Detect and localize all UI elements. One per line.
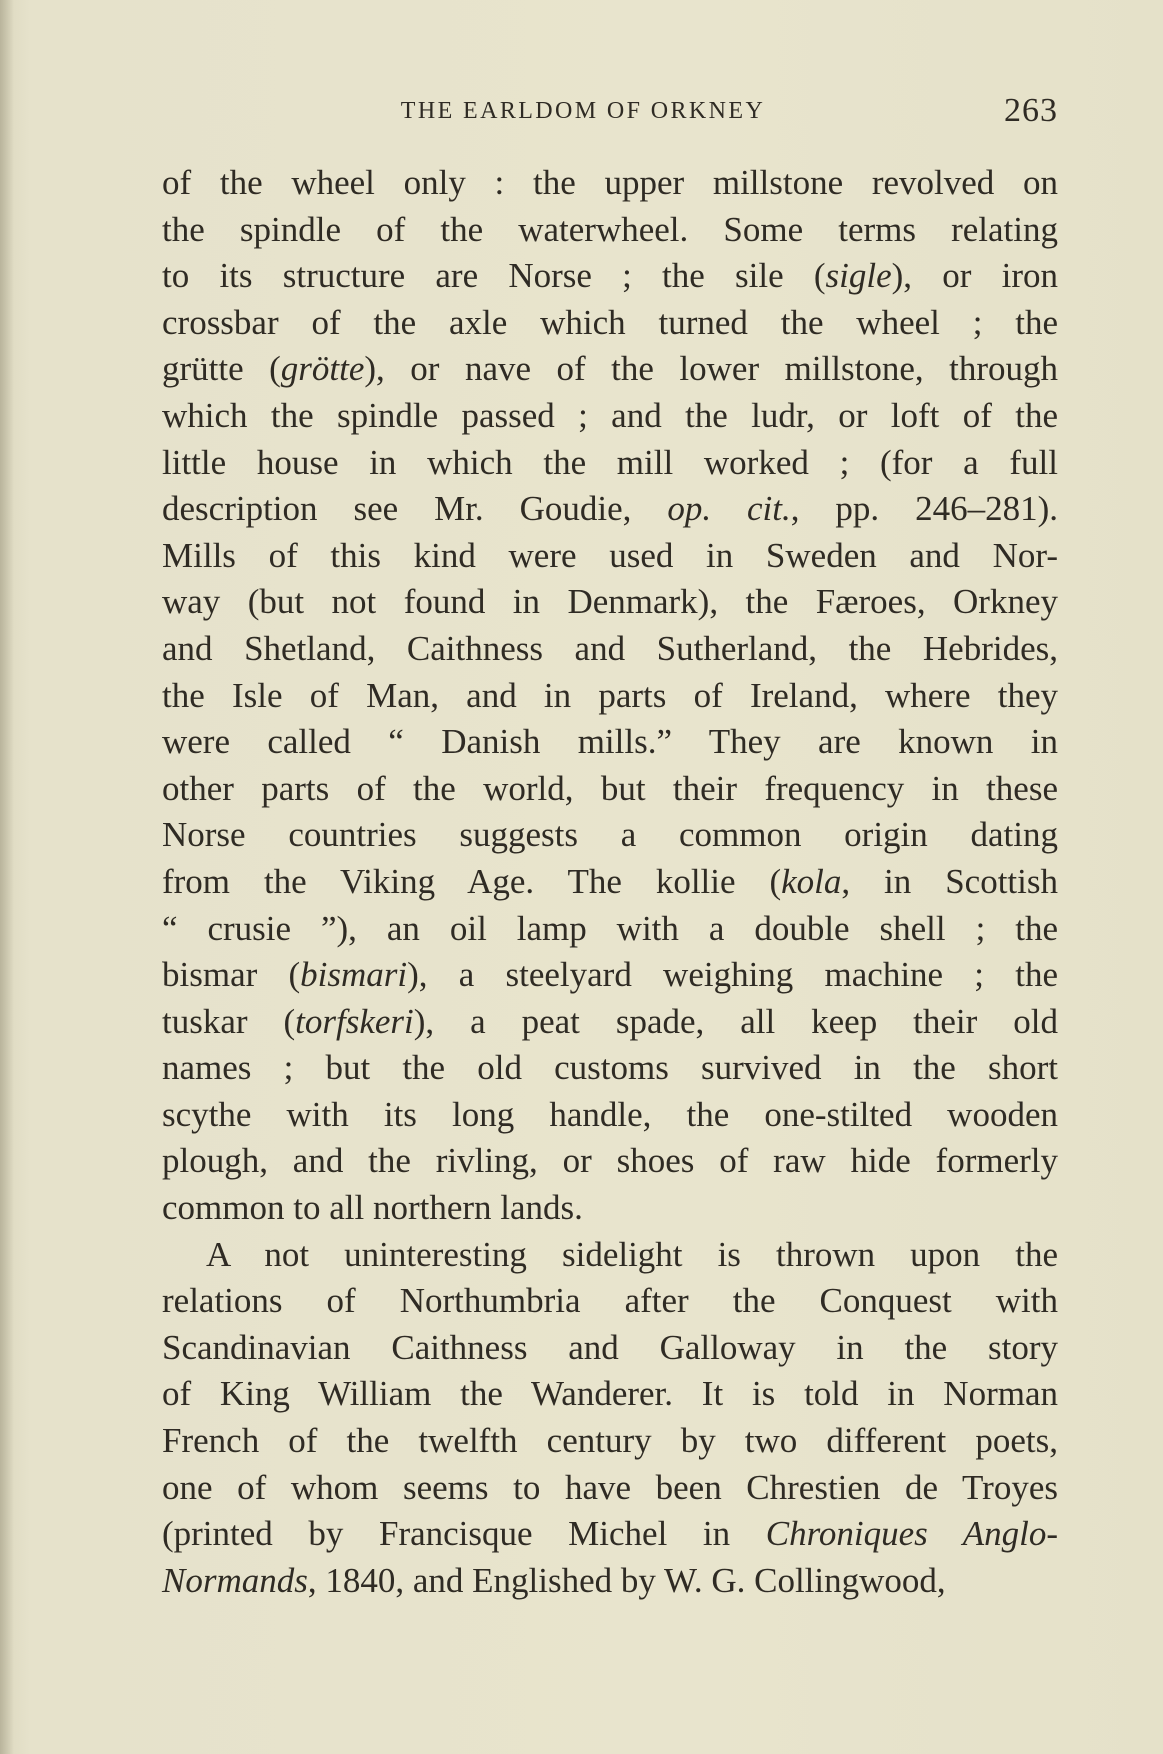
text-line: Normands, 1840, and Englished by W. G. Collingwood, — [162, 1560, 946, 1600]
text-line: Mills of this kind were used in Sweden and Nor- — [162, 535, 1058, 575]
running-header — [163, 92, 1058, 132]
italic-term: sigle — [825, 256, 892, 296]
page-number: 263 — [1004, 92, 1058, 129]
text-line: tuskar (torfskeri), a peat spade, all keep their old — [162, 1001, 1058, 1041]
text-line: common to all northern lands. — [162, 1188, 583, 1228]
text-line: scythe with its long handle, the one-stilted wooden — [162, 1094, 1058, 1134]
text-line: of King William the Wanderer. It is told in Norman — [162, 1374, 1058, 1414]
text-line: the Isle of Man, and in parts of Ireland, where they — [162, 675, 1058, 715]
text-line: and Shetland, Caithness and Sutherland, the Hebrides, — [162, 628, 1058, 668]
text-line: one of whom seems to have been Chrestien de Troyes — [162, 1467, 1058, 1507]
text-line: description see Mr. Goudie, op. cit., pp. 246–281). — [162, 489, 1059, 529]
italic-term: grötte — [280, 349, 365, 389]
italic-term: bismari — [300, 955, 408, 995]
text-line: little house in which the mill worked ; (for a full — [162, 442, 1058, 482]
text-line: Scandinavian Caithness and Galloway in the story — [162, 1327, 1058, 1367]
italic-term: op. cit. — [667, 489, 791, 529]
text-line: Norse countries suggests a common origin dating — [162, 815, 1058, 855]
text-line: relations of Northumbria after the Conquest with — [162, 1281, 1058, 1321]
italic-term: Chroniques Anglo- — [765, 1514, 1058, 1554]
text-line: other parts of the world, but their frequency in these — [162, 768, 1058, 808]
page-gutter-shadow — [0, 0, 14, 1754]
text-line: were called “ Danish mills.” They are known in — [162, 722, 1058, 762]
text-line: French of the twelfth century by two different poets, — [162, 1421, 1058, 1461]
paragraph-first-line: A not uninteresting sidelight is thrown upon the — [206, 1234, 1058, 1274]
text-line: grütte (grötte), or nave of the lower millstone, through — [162, 349, 1059, 389]
text-line: crossbar of the axle which turned the wheel ; the — [162, 302, 1058, 342]
running-title: THE EARLDOM OF ORKNEY — [400, 98, 766, 124]
text-line: the spindle of the waterwheel. Some terms relating — [162, 209, 1058, 249]
body-text — [162, 160, 1058, 1604]
text-line: plough, and the rivling, or shoes of raw hide formerly — [162, 1141, 1058, 1181]
text-line: “ crusie ”), an oil lamp with a double shell ; the — [162, 908, 1058, 948]
text-line: bismar (bismari), a steelyard weighing machine ; the — [162, 955, 1058, 995]
text-line: (printed by Francisque Michel in Chroniques Anglo- — [162, 1514, 1058, 1554]
text-line: from the Viking Age. The kollie (kola, in Scottish — [162, 861, 1058, 901]
italic-term: torfskeri — [295, 1001, 414, 1041]
text-line: way (but not found in Denmark), the Færoes, Orkney — [162, 582, 1058, 622]
text-line: names ; but the old customs survived in the short — [162, 1048, 1058, 1088]
italic-term: Normands — [162, 1560, 308, 1600]
text-line: of the wheel only : the upper millstone revolved on — [162, 163, 1058, 202]
text-line: to its structure are Norse ; the sile (sigle), or iron — [162, 256, 1058, 296]
text-line: which the spindle passed ; and the ludr, or loft of the — [162, 395, 1058, 435]
italic-term: kola — [781, 861, 842, 901]
